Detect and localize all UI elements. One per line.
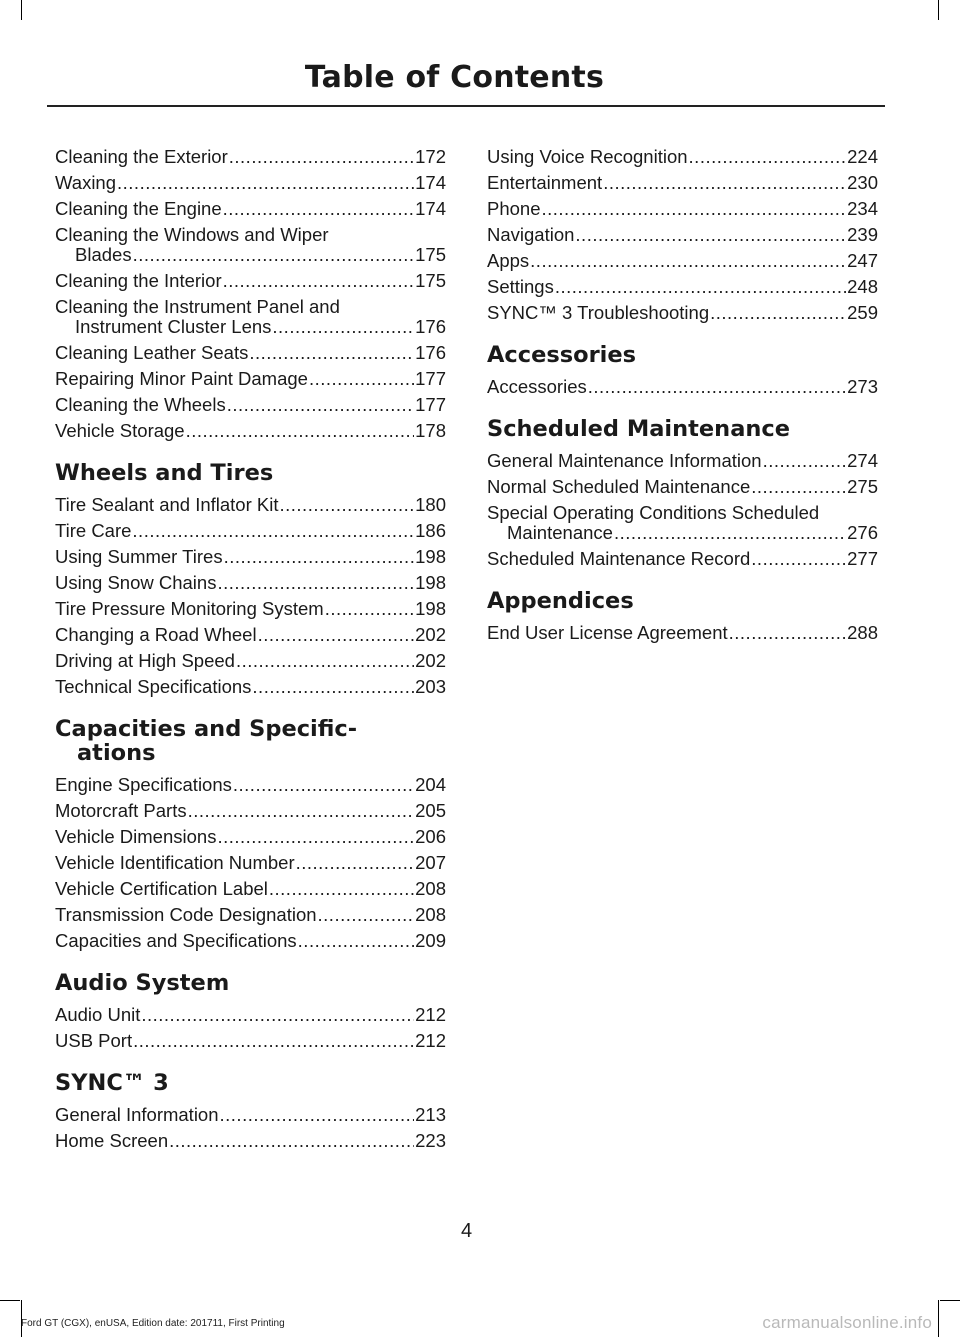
toc-entry[interactable] (55, 421, 446, 441)
dot-leader (223, 199, 414, 219)
toc-entry[interactable] (55, 1031, 446, 1051)
toc-entry-page: 212 (415, 1004, 446, 1025)
toc-entry-page: 198 (415, 598, 446, 619)
dot-leader (117, 173, 414, 193)
dot-leader (763, 451, 847, 471)
toc-entry-page: 177 (415, 394, 446, 415)
toc-entry-title: Tire Care (55, 520, 132, 541)
toc-entry-page: 207 (415, 852, 446, 873)
toc-entry-title: Cleaning the Windows and Wiper (55, 224, 329, 245)
toc-entry[interactable] (55, 343, 446, 363)
section-heading: Audio System (55, 970, 230, 996)
dot-leader (309, 369, 414, 389)
toc-entry[interactable] (55, 573, 446, 593)
section-heading: Accessories (487, 342, 637, 368)
dot-leader (729, 623, 846, 643)
toc-entry-title: SYNC™ 3 Troubleshooting (487, 302, 710, 323)
dot-leader (188, 801, 415, 821)
toc-entry-page: 275 (847, 476, 878, 497)
page-number: 4 (460, 1220, 473, 1242)
toc-entry-title: Special Operating Conditions Scheduled (487, 502, 820, 523)
toc-entry[interactable] (55, 147, 446, 167)
toc-entry-line (55, 245, 446, 265)
toc-entry[interactable] (487, 199, 878, 219)
toc-entry-title: Vehicle Storage (55, 420, 185, 441)
dot-leader (542, 199, 847, 219)
toc-entry-page: 202 (415, 650, 446, 671)
section-heading (55, 717, 446, 765)
toc-entry[interactable] (55, 1131, 446, 1151)
toc-entry-page: 274 (847, 450, 878, 471)
toc-entry-title: Home Screen (55, 1130, 169, 1151)
toc-entry-page: 259 (847, 302, 878, 323)
toc-entry[interactable] (55, 395, 446, 415)
toc-entry[interactable] (55, 625, 446, 645)
toc-entry-title: Navigation (487, 224, 575, 245)
section-heading: SYNC™ 3 (55, 1070, 169, 1096)
dot-leader (217, 573, 414, 593)
toc-entry[interactable] (487, 477, 878, 497)
header-divider (47, 105, 885, 107)
toc-entry[interactable] (487, 303, 878, 323)
toc-entry[interactable] (55, 297, 446, 337)
dot-leader (227, 395, 414, 415)
toc-entry-title: USB Port (55, 1030, 133, 1051)
toc-entry[interactable] (487, 173, 878, 193)
toc-entry[interactable] (487, 377, 878, 397)
toc-entry[interactable] (487, 451, 878, 471)
toc-entry-page: 203 (415, 676, 446, 697)
dot-leader (751, 549, 846, 569)
toc-entry-page: 175 (415, 270, 446, 291)
dot-leader (296, 853, 415, 873)
dot-leader (249, 343, 414, 363)
toc-entry-page: 186 (415, 520, 446, 541)
toc-entry-title: Vehicle Certification Label (55, 878, 268, 899)
toc-entry-title: Capacities and Specifications (55, 930, 297, 951)
section-heading: Wheels and Tires (55, 460, 274, 486)
toc-entry[interactable] (55, 905, 446, 925)
watermark: carmanualsonline.info (762, 1313, 932, 1332)
toc-entry[interactable] (487, 251, 878, 271)
toc-entry-page: 277 (847, 548, 878, 569)
toc-entry[interactable] (487, 277, 878, 297)
toc-entry-title: Changing a Road Wheel (55, 624, 257, 645)
dot-leader (325, 599, 414, 619)
toc-right-column (487, 147, 878, 649)
dot-leader (236, 651, 414, 671)
toc-entry-page: 180 (415, 494, 446, 515)
toc-entry-title: Blades (75, 244, 132, 265)
toc-entry-page: 178 (415, 420, 446, 441)
toc-entry-title: General Information (55, 1104, 219, 1125)
toc-entry-title: Cleaning the Engine (55, 198, 222, 219)
toc-entry-line (487, 523, 878, 543)
toc-entry-page: 223 (415, 1130, 446, 1151)
dot-leader (133, 1031, 414, 1051)
section-heading-line: Capacities and Specific- (55, 716, 358, 742)
crop-mark-top-left (21, 0, 22, 20)
toc-entry-title: Using Snow Chains (55, 572, 217, 593)
toc-entry-title: Settings (487, 276, 554, 297)
toc-entry-page: 273 (847, 376, 878, 397)
toc-entry[interactable] (55, 369, 446, 389)
toc-entry-page: 208 (415, 878, 446, 899)
toc-entry-title: Vehicle Dimensions (55, 826, 217, 847)
toc-entry-title: Motorcraft Parts (55, 800, 187, 821)
dot-leader (689, 147, 847, 167)
dot-leader (751, 477, 846, 497)
toc-entry-title: Tire Sealant and Inflator Kit (55, 494, 279, 515)
toc-entry-title: Phone (487, 198, 541, 219)
toc-entry-page: 213 (415, 1104, 446, 1125)
toc-entry[interactable] (487, 623, 878, 643)
toc-entry-page: 202 (415, 624, 446, 645)
toc-entry-title: Using Voice Recognition (487, 146, 688, 167)
dot-leader (133, 245, 415, 265)
toc-entry-title: Apps (487, 250, 530, 271)
toc-entry-page: 224 (847, 146, 878, 167)
toc-left-column (55, 147, 446, 1157)
crop-mark-top-right (938, 0, 939, 20)
toc-entry-title: Scheduled Maintenance Record (487, 548, 751, 569)
dot-leader (710, 303, 846, 323)
dot-leader (530, 251, 846, 271)
toc-entry-title: Engine Specifications (55, 774, 232, 795)
toc-entry[interactable] (55, 931, 446, 951)
toc-entry[interactable] (55, 879, 446, 899)
toc-entry-page: 205 (415, 800, 446, 821)
toc-entry-page: 176 (415, 342, 446, 363)
toc-entry[interactable] (55, 521, 446, 541)
toc-entry[interactable] (55, 1105, 446, 1125)
toc-entry-page: 209 (415, 930, 446, 951)
toc-entry-title: Cleaning the Interior (55, 270, 222, 291)
toc-entry[interactable] (55, 1005, 446, 1025)
toc-entry[interactable] (55, 173, 446, 193)
dot-leader (169, 1131, 414, 1151)
toc-entry-page: 208 (415, 904, 446, 925)
toc-entry[interactable] (487, 225, 878, 245)
edition-footer: Ford GT (CGX), enUSA, Edition date: 201711, First Printing (21, 1318, 285, 1329)
toc-entry[interactable] (55, 225, 446, 265)
toc-entry[interactable] (55, 801, 446, 821)
toc-entry-title: Technical Specifications (55, 676, 252, 697)
dot-leader (224, 547, 415, 567)
toc-entry-page: 174 (415, 198, 446, 219)
dot-leader (258, 625, 415, 645)
dot-leader (186, 421, 415, 441)
toc-entry-title: Tire Pressure Monitoring System (55, 598, 324, 619)
toc-entry[interactable] (55, 271, 446, 291)
dot-leader (318, 905, 415, 925)
section-heading: Appendices (487, 588, 634, 614)
dot-leader (220, 1105, 415, 1125)
toc-entry-page: 206 (415, 826, 446, 847)
toc-entry-page: 174 (415, 172, 446, 193)
toc-entry[interactable] (55, 599, 446, 619)
dot-leader (217, 827, 414, 847)
dot-leader (223, 271, 415, 291)
dot-leader (614, 523, 846, 543)
toc-entry[interactable] (487, 503, 878, 543)
toc-entry-title: End User License Agreement (487, 622, 728, 643)
dot-leader (280, 495, 415, 515)
toc-entry-title: Repairing Minor Paint Damage (55, 368, 308, 389)
toc-entry-title: Cleaning the Wheels (55, 394, 226, 415)
toc-entry-title: Cleaning the Instrument Panel and (55, 296, 340, 317)
toc-entry[interactable] (55, 853, 446, 873)
toc-entry-title: General Maintenance Information (487, 450, 762, 471)
toc-entry-page: 230 (847, 172, 878, 193)
dot-leader (588, 377, 846, 397)
page-title: Table of Contents (304, 60, 604, 95)
toc-entry-title: Entertainment (487, 172, 603, 193)
toc-entry[interactable] (487, 549, 878, 569)
toc-entry-page: 204 (415, 774, 446, 795)
toc-entry-title: Cleaning Leather Seats (55, 342, 249, 363)
dot-leader (272, 317, 414, 337)
toc-entry-page: 212 (415, 1030, 446, 1051)
dot-leader (141, 1005, 414, 1025)
toc-entry-title: Driving at High Speed (55, 650, 235, 671)
toc-entry-title: Using Summer Tires (55, 546, 223, 567)
toc-entry[interactable] (55, 775, 446, 795)
toc-entry[interactable] (55, 827, 446, 847)
toc-entry-title: Maintenance (507, 522, 613, 543)
crop-mark-bottom-right (938, 1300, 939, 1337)
toc-entry-page: 247 (847, 250, 878, 271)
dot-leader (229, 147, 414, 167)
crop-mark-bottom-left-h (0, 1300, 20, 1301)
toc-entry[interactable] (55, 495, 446, 515)
dot-leader (603, 173, 846, 193)
toc-entry-page: 172 (415, 146, 446, 167)
toc-entry-page: 176 (415, 316, 446, 337)
toc-entry-page: 234 (847, 198, 878, 219)
toc-entry-title: Transmission Code Designation (55, 904, 317, 925)
crop-mark-bottom-right-h (940, 1300, 960, 1301)
toc-entry-page: 198 (415, 546, 446, 567)
toc-entry-page: 175 (415, 244, 446, 265)
toc-entry[interactable] (487, 147, 878, 167)
toc-entry-page: 248 (847, 276, 878, 297)
toc-entry-page: 239 (847, 224, 878, 245)
toc-entry-page: 177 (415, 368, 446, 389)
toc-entry[interactable] (55, 547, 446, 567)
section-heading-line: ations (77, 740, 156, 766)
toc-entry-page: 198 (415, 572, 446, 593)
toc-entry-title: Audio Unit (55, 1004, 141, 1025)
toc-entry-title: Instrument Cluster Lens (75, 316, 272, 337)
dot-leader (575, 225, 846, 245)
dot-leader (132, 521, 414, 541)
toc-entry[interactable] (55, 677, 446, 697)
toc-entry-title: Normal Scheduled Maintenance (487, 476, 751, 497)
dot-leader (233, 775, 414, 795)
toc-entry-page: 288 (847, 622, 878, 643)
toc-entry-title: Vehicle Identification Number (55, 852, 295, 873)
toc-entry[interactable] (55, 651, 446, 671)
dot-leader (269, 879, 414, 899)
toc-entry-title: Waxing (55, 172, 117, 193)
toc-entry-page: 276 (847, 522, 878, 543)
section-heading: Scheduled Maintenance (487, 416, 790, 442)
toc-entry[interactable] (55, 199, 446, 219)
toc-entry-line (55, 317, 446, 337)
dot-leader (252, 677, 414, 697)
toc-entry-title: Accessories (487, 376, 587, 397)
toc-entry-title: Cleaning the Exterior (55, 146, 228, 167)
dot-leader (555, 277, 846, 297)
dot-leader (298, 931, 414, 951)
